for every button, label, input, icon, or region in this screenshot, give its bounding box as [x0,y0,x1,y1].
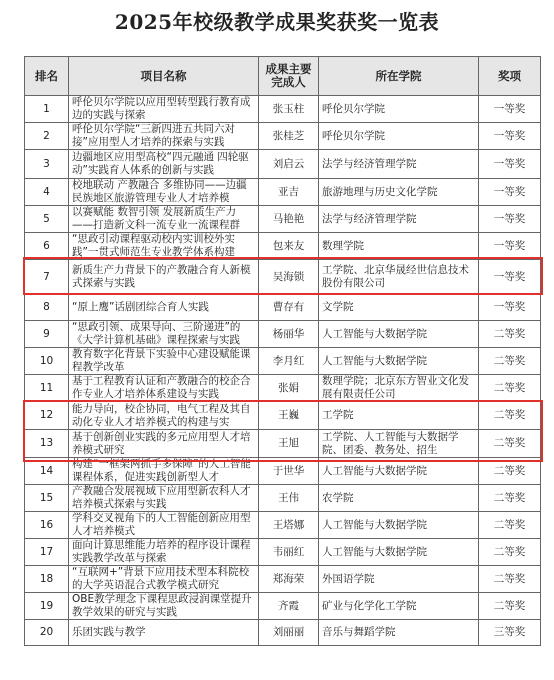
rank-cell: 8 [25,295,69,321]
project-name-cell: OBE教学理念下课程思政浸润课堂提升教学效果的研究与实践 [69,593,259,620]
rank-cell: 3 [25,150,69,179]
project-name-cell: “互联网+”背景下应用技术型本科院校的大学英语混合式教学模式研究 [69,566,259,593]
person-cell: 王伟 [259,485,319,512]
award-cell: 三等奖 [479,620,541,646]
rank-cell: 7 [25,260,69,295]
award-table [24,56,541,646]
college-cell: 法学与经济管理学院 [319,206,479,233]
person-cell: 韦丽红 [259,539,319,566]
person-cell: 李月红 [259,348,319,375]
project-name-cell: 面向计算思维能力培养的程序设计课程实践教学改革与探索 [69,539,259,566]
table-row [25,593,541,620]
award-cell: 一等奖 [479,123,541,150]
rank-cell: 20 [25,620,69,646]
rank-cell: 12 [25,402,69,430]
college-cell: 法学与经济管理学院 [319,150,479,179]
rank-cell: 4 [25,179,69,206]
rank-cell: 9 [25,321,69,348]
person-cell: 齐霞 [259,593,319,620]
award-cell: 二等奖 [479,566,541,593]
header-rank: 排名 [25,57,69,96]
rank-cell: 6 [25,233,69,260]
rank-cell: 15 [25,485,69,512]
project-name-cell: “原上鹰”话剧团综合育人实践 [69,295,259,321]
college-cell: 文学院 [319,295,479,321]
person-cell: 于世华 [259,458,319,485]
table-row [25,375,541,402]
rank-cell: 10 [25,348,69,375]
table-row [25,179,541,206]
college-cell: 人工智能与大数据学院 [319,512,479,539]
table-row [25,295,541,321]
college-cell: 呼伦贝尔学院 [319,96,479,123]
rank-cell: 2 [25,123,69,150]
project-name-cell: 新质生产力背景下的产教融合育人新模式探索与实践 [69,260,259,295]
award-cell: 一等奖 [479,260,541,295]
person-cell: 亚吉 [259,179,319,206]
award-cell: 二等奖 [479,348,541,375]
award-cell: 二等奖 [479,321,541,348]
person-cell: 王旭 [259,430,319,458]
person-cell: 刘启云 [259,150,319,179]
college-cell: 呼伦贝尔学院 [319,123,479,150]
table-row [25,123,541,150]
person-cell: 吴海锁 [259,260,319,295]
college-cell: 工学院、人工智能与大数据学院、团委、教务处、招生 [319,430,479,458]
header-person: 成果主要完成人 [259,57,319,96]
award-cell: 二等奖 [479,375,541,402]
project-name-cell: 边疆地区应用型高校“四元融通 四轮驱动”实践育人体系的创新与实践 [69,150,259,179]
college-cell: 人工智能与大数据学院 [319,539,479,566]
person-cell: 马艳艳 [259,206,319,233]
person-cell: 张娟 [259,375,319,402]
table-row [25,206,541,233]
person-cell: 曹存有 [259,295,319,321]
rank-cell: 5 [25,206,69,233]
table-row [25,260,541,295]
project-name-cell: 校地联动 产教融合 多维协同——边疆民族地区旅游管理专业人才培养模 [69,179,259,206]
rank-cell: 18 [25,566,69,593]
award-cell: 一等奖 [479,295,541,321]
award-cell: 一等奖 [479,206,541,233]
person-cell: 刘丽丽 [259,620,319,646]
table-row [25,539,541,566]
college-cell: 数理学院；北京东方智业文化发展有限责任公司 [319,375,479,402]
person-cell: 杨丽华 [259,321,319,348]
college-cell: 音乐与舞蹈学院 [319,620,479,646]
table-row [25,233,541,260]
table-row [25,620,541,646]
award-cell: 二等奖 [479,539,541,566]
person-cell: 王塔娜 [259,512,319,539]
rank-cell: 16 [25,512,69,539]
table-row [25,348,541,375]
award-cell: 一等奖 [479,96,541,123]
rank-cell: 17 [25,539,69,566]
award-cell: 二等奖 [479,485,541,512]
person-cell: 郑海荣 [259,566,319,593]
header-project: 项目名称 [69,57,259,96]
person-cell: 包来友 [259,233,319,260]
table-row [25,321,541,348]
table-row [25,485,541,512]
rank-cell: 19 [25,593,69,620]
person-cell: 王巍 [259,402,319,430]
college-cell: 人工智能与大数据学院 [319,321,479,348]
person-cell: 张桂芝 [259,123,319,150]
award-cell: 一等奖 [479,179,541,206]
award-cell: 二等奖 [479,458,541,485]
college-cell: 工学院、北京华晟经世信息技术股份有限公司 [319,260,479,295]
page-title: 2025年校级教学成果奖获奖一览表 [114,10,440,34]
table-row [25,150,541,179]
project-name-cell: 以赛赋能 数智引领 发展新质生产力——打造新文科一流专业一流课程群 [69,206,259,233]
rank-cell: 11 [25,375,69,402]
table-row [25,458,541,485]
college-cell: 数理学院 [319,233,479,260]
table-row [25,402,541,430]
award-cell: 二等奖 [479,430,541,458]
header-award: 奖项 [479,57,541,96]
college-cell: 矿业与化学化工学院 [319,593,479,620]
project-name-cell: 基于工程教育认证和产教融合的校企合作专业人才培养体系建设与实践 [69,375,259,402]
award-cell: 一等奖 [479,150,541,179]
college-cell: 人工智能与大数据学院 [319,458,479,485]
table-row [25,430,541,458]
project-name-cell: 构建“一框架两抓手多保障”的人工智能课程体系，促进实践创新型人才 [69,458,259,485]
project-name-cell: 呼伦贝尔学院“三新四进五共同六对接”应用型人才培养的探索与实践 [69,123,259,150]
table-row [25,512,541,539]
header-college: 所在学院 [319,57,479,96]
project-name-cell: “思政引领、成果导向、三阶递进”的《大学计算机基础》课程探索与实践 [69,321,259,348]
project-name-cell: 产教融合发展视域下应用型新农科人才培养模式探索与实践 [69,485,259,512]
project-name-cell: “思政引动课程驱动校内实训校外实践”一贯式师范生专业教学体系构建 [69,233,259,260]
header-row [25,57,541,96]
award-cell: 二等奖 [479,512,541,539]
rank-cell: 1 [25,96,69,123]
project-name-cell: 乐团实践与教学 [69,620,259,646]
project-name-cell: 呼伦贝尔学院以应用型转型践行教育成边的实践与探索 [69,96,259,123]
table-row [25,96,541,123]
project-name-cell: 基于创新创业实践的多元应用型人才培养模式研究 [69,430,259,458]
rank-cell: 14 [25,458,69,485]
college-cell: 旅游地理与历史文化学院 [319,179,479,206]
college-cell: 人工智能与大数据学院 [319,348,479,375]
award-cell: 一等奖 [479,233,541,260]
college-cell: 农学院 [319,485,479,512]
project-name-cell: 教育数字化背景下实验中心建设赋能课程教学改革 [69,348,259,375]
award-cell: 二等奖 [479,402,541,430]
project-name-cell: 学科交叉视角下的人工智能创新应用型人才培养模式 [69,512,259,539]
college-cell: 外国语学院 [319,566,479,593]
table-row [25,566,541,593]
award-cell: 二等奖 [479,593,541,620]
person-cell: 张玉柱 [259,96,319,123]
project-name-cell: 能力导向，校企协同，电气工程及其自动化专业人才培养模式的构建与实 [69,402,259,430]
college-cell: 工学院 [319,402,479,430]
rank-cell: 13 [25,430,69,458]
